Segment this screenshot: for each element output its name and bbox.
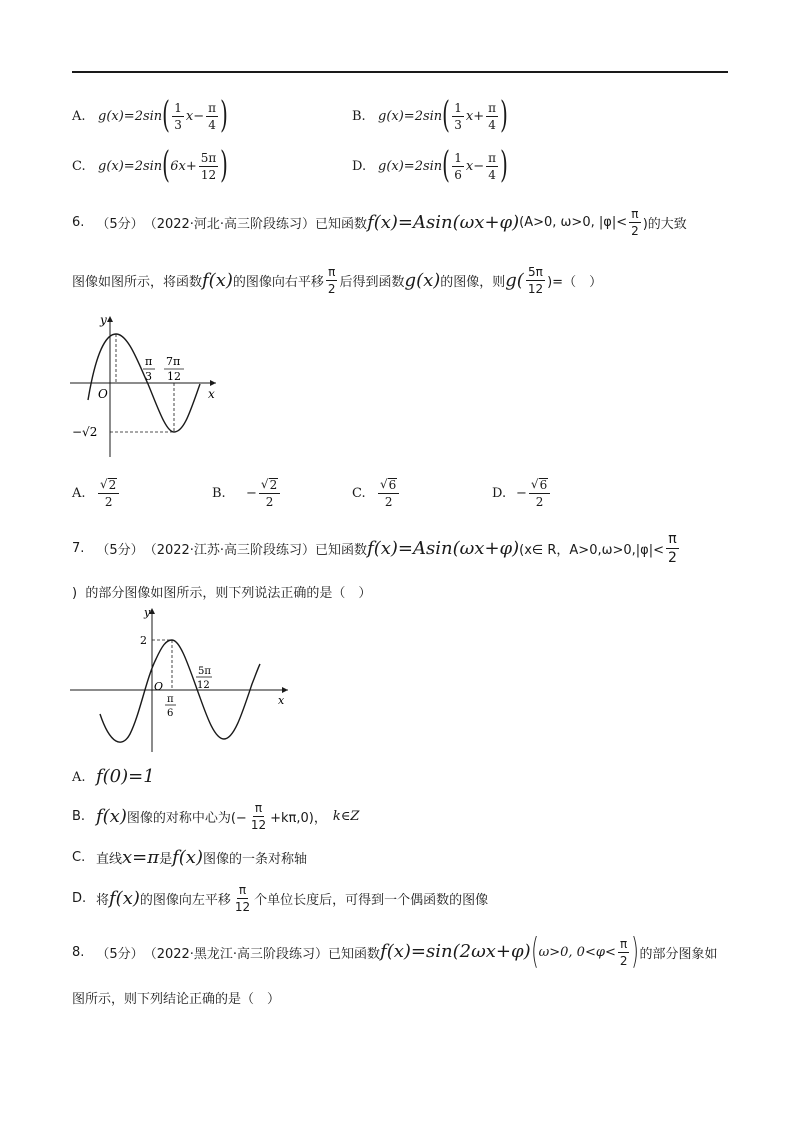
prev-option-c[interactable]: C. g(x)=2sin ( 6x+ $\frac{5\pi}{12}$ )	[72, 145, 229, 186]
fraction: $\frac{\pi}{4}$	[208, 100, 216, 132]
ymin-label: −√2	[72, 425, 98, 439]
fraction: √ 6 2	[529, 478, 550, 508]
fraction: $\frac{5\pi}{12}$	[200, 150, 217, 182]
origin-label: O	[98, 387, 108, 401]
fraction: $\frac{1}{6}$	[454, 150, 462, 182]
y-label: y	[100, 313, 107, 327]
fraction: $\frac{\pi}{2}$	[668, 531, 677, 566]
q7-option-c[interactable]: C. 直线 x=π 是 f(x) 图像的一条对称轴	[72, 846, 307, 868]
tick-pi6-den: 6	[167, 708, 174, 719]
q7-option-b[interactable]: B. f(x) 图像的对称中心为(− $\frac{\pi}{12}$ +kπ,0)， k∈Z	[72, 801, 360, 832]
fraction: $\frac{\pi}{4}$	[488, 100, 496, 132]
tick-7pi12-num: 7π	[166, 355, 181, 368]
fraction: $\frac{\pi}{12}$	[234, 883, 251, 914]
fraction: $\frac{\pi}{4}$	[488, 150, 496, 182]
q7-option-d[interactable]: D. 将 f(x) 的图像向左平移 $\frac{\pi}{12}$ 个单位长度后，可得到一个偶函数的图像	[72, 883, 489, 914]
fraction: $\frac{1}{3}$	[174, 100, 182, 132]
ymax-label: 2	[140, 634, 147, 647]
q7-option-a[interactable]: A. f(0)=1	[72, 766, 155, 787]
fraction: $\frac{5\pi}{12}$	[527, 265, 544, 296]
tick-pi3-num: π	[145, 355, 153, 368]
q6-option-c[interactable]: C. √ 6 2	[352, 478, 401, 508]
header-rule	[72, 71, 728, 73]
fraction: $\frac{\pi}{2}$	[631, 207, 639, 238]
fraction: √ 2 2	[259, 478, 280, 508]
q7-stem-line2: ) 的部分图像如图所示，则下列说法正确的是（ ）	[72, 586, 372, 601]
prev-option-d[interactable]: D. g(x)=2sin ( $\frac{1}{6}$ x− $\frac{\pi}{4}$ )	[352, 145, 508, 186]
y-label: y	[144, 606, 151, 619]
q6-option-b[interactable]: B. − √ 2 2	[212, 478, 282, 508]
fraction: $\frac{1}{3}$	[454, 100, 462, 132]
q7-graph	[66, 604, 296, 754]
y-axis-arrow	[107, 316, 113, 322]
tick-pi3-den: 3	[145, 370, 152, 383]
q6-graph	[66, 312, 226, 462]
tick-5pi12-den: 12	[197, 680, 210, 691]
q6-option-a[interactable]: A. √ 2 2	[72, 478, 121, 508]
fraction: $\frac{\pi}{2}$	[619, 936, 628, 968]
fraction: $\frac{\pi}{2}$	[327, 265, 336, 296]
tick-5pi12-num: 5π	[198, 666, 211, 677]
prev-option-b[interactable]: B. g(x)=2sin ( $\frac{1}{3}$ x+ $\frac{\pi}{4}$ )	[352, 95, 508, 136]
x-axis-arrow	[210, 380, 216, 386]
x-label: x	[208, 387, 215, 401]
fraction: √ 6 2	[378, 478, 399, 508]
fraction: √ 2 2	[98, 478, 119, 508]
q7-stem-line1: 7. （5分） （2022·江苏·高三阶段练习） 已知函数 f(x)=Asin(ωx+φ) (x∈ R，A>0,ω>0,|φ|< $\frac{\pi}{2}$	[72, 531, 677, 566]
prev-option-a[interactable]: A. g(x)=2sin ( $\frac{1}{3}$ x− $\frac{\pi}{4}$ )	[72, 95, 228, 136]
q8-stem-line1: 8. （5分） （2022·黑龙江·高三阶段练习） 已知函数 f(x)=sin(2ωx+φ) ( ω>0, 0<φ< $\frac{\pi}{2}$ ) 的部分图象如	[72, 931, 718, 972]
sine-curve	[100, 640, 260, 742]
tick-7pi12-den: 12	[167, 370, 181, 383]
q6-stem-line2: 图像如图所示，将函数 f(x) 的图像向右平移 $\frac{\pi}{2}$ 后得到函数 g(x) 的图像，则 g( $\frac{5\pi}{12}$ )=（ ）	[72, 265, 603, 296]
tick-pi6-num: π	[167, 694, 174, 705]
origin-label: O	[154, 680, 164, 693]
q6-option-d[interactable]: D. − √ 6 2	[492, 478, 552, 508]
q6-stem-line1: 6. （5分） （2022·河北·高三阶段练习） 已知函数 f(x)=Asin(ωx+φ) (A>0, ω>0, |φ|< $\frac{\pi}{2}$ )的大致	[72, 207, 687, 238]
q8-stem-line2: 图所示，则下列结论正确的是（ ）	[72, 992, 281, 1007]
x-axis-arrow	[282, 687, 288, 693]
fraction: $\frac{\pi}{12}$	[250, 801, 267, 832]
x-label: x	[278, 694, 285, 707]
